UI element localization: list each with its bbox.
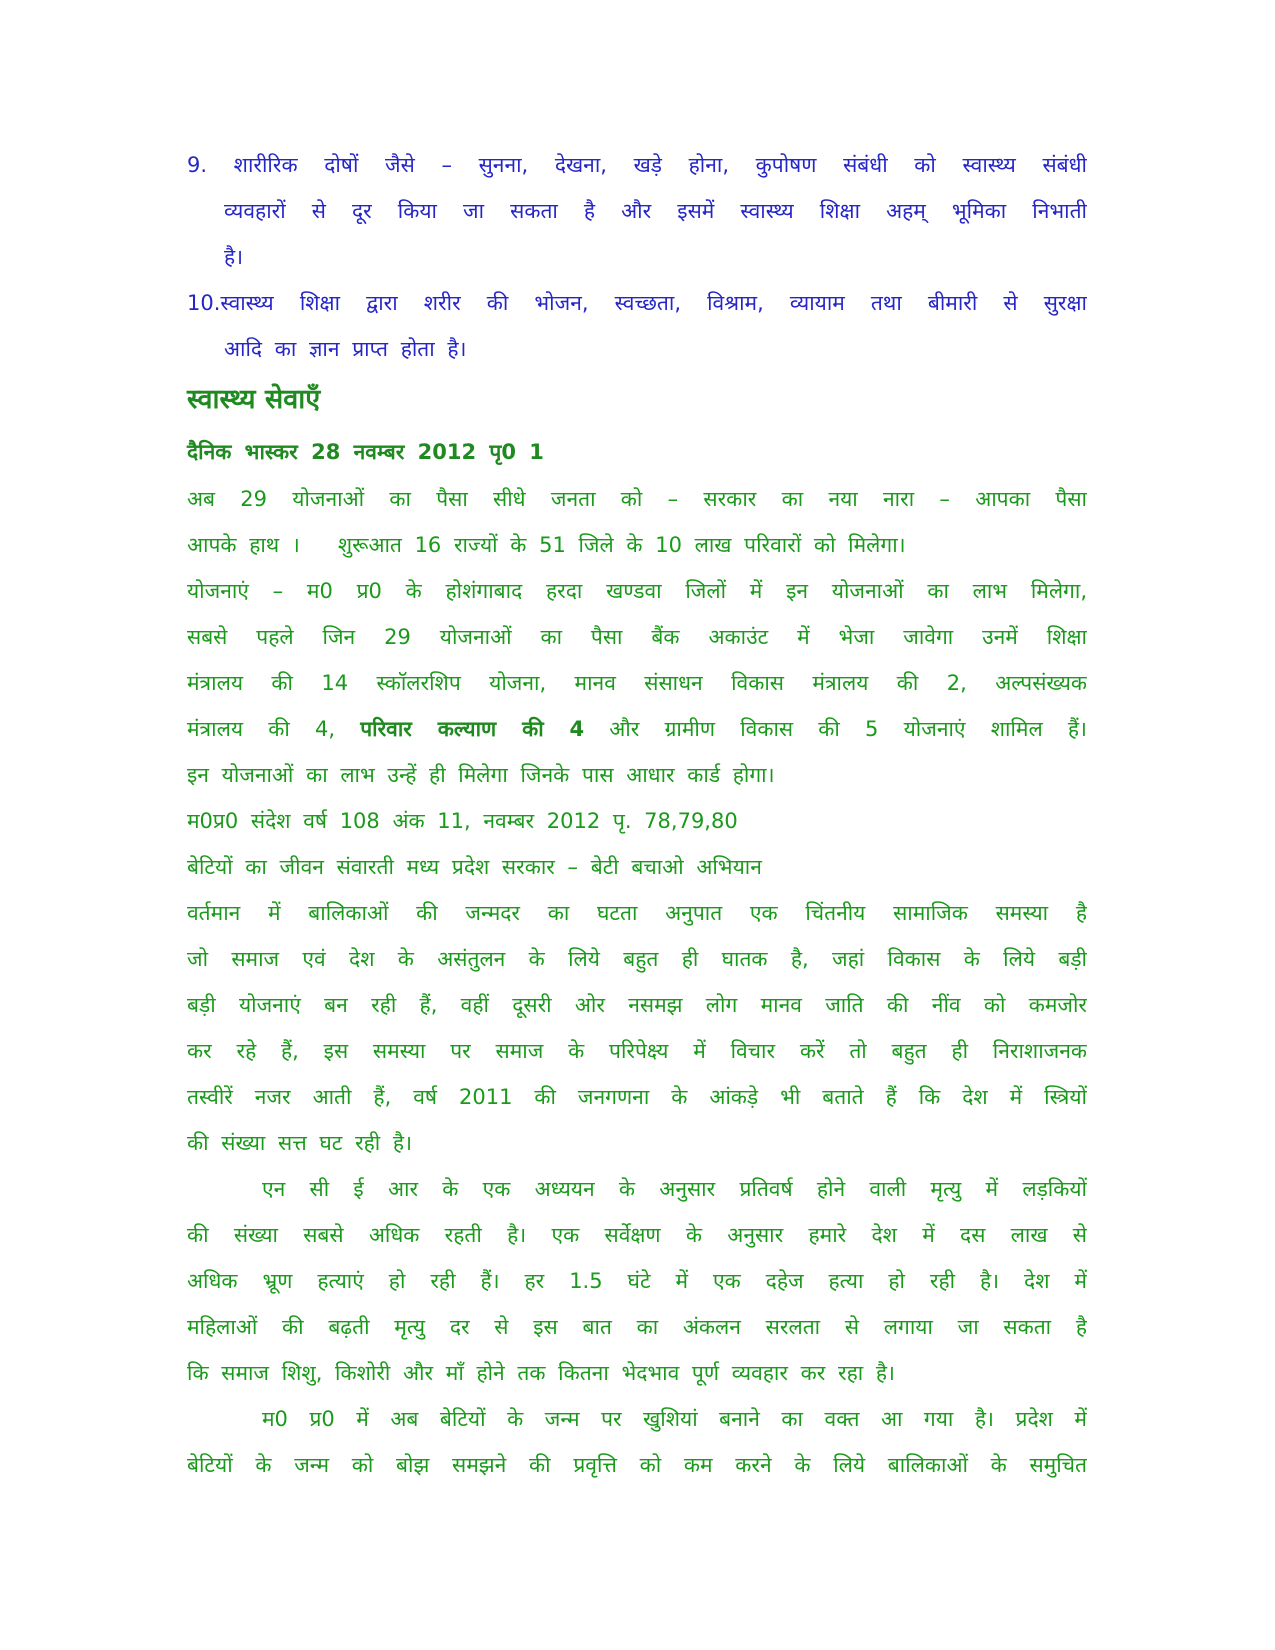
- paragraph-2-line-2: जो समाज एवं देश के असंतुलन के लिये बहुत ही घातक है, जहां विकास के लिये बड़ी: [187, 947, 1087, 971]
- list-item-9-line-1: 9. शारीरिक दोषों जैसे – सुनना, देखना, खड़े होना, कुपोषण संबंधी को स्वास्थ्य संबंधी: [187, 153, 1087, 177]
- source-citation-1: दैनिक भास्कर 28 नवम्बर 2012 पृ0 1: [187, 440, 544, 464]
- page-content: [187, 142, 1087, 1488]
- paragraph-2: [187, 890, 1087, 1166]
- list-item-10: [187, 280, 1087, 372]
- paragraph-2-line-1: वर्तमान में बालिकाओं की जन्मदर का घटता अनुपात एक चिंतनीय सामाजिक समस्या है: [187, 901, 1087, 925]
- paragraph-1-line-6-post: और ग्रामीण विकास की 5 योजनाएं शामिल हैं।: [609, 717, 1087, 741]
- paragraph-1: [187, 476, 1087, 798]
- paragraph-2-line-3: बड़ी योजनाएं बन रही हैं, वहीं दूसरी ओर नसमझ लोग मानव जाति की नींव को कमजोर: [187, 993, 1087, 1017]
- list-item-9-line-2: व्यवहारों से दूर किया जा सकता है और इसमें स्वास्थ्य शिक्षा अहम् भूमिका निभाती: [224, 199, 1087, 223]
- paragraph-3-line-1: एन सी ई आर के एक अध्ययन के अनुसार प्रतिवर्ष होने वाली मृत्यु में लड़कियों: [262, 1177, 1087, 1201]
- list-item-10-line-2: आदि का ज्ञान प्राप्त होता है।: [224, 337, 467, 361]
- paragraph-1-line-6: [187, 706, 1087, 752]
- paragraph-1-line-3: योजनाएं – म0 प्र0 के होशंगाबाद हरदा खण्डवा जिलों में इन योजनाओं का लाभ मिलेगा,: [187, 579, 1087, 603]
- paragraph-3: [187, 1166, 1087, 1396]
- paragraph-4-line-1: म0 प्र0 में अब बेटियों के जन्म पर खुशियां बनाने का वक्त आ गया है। प्रदेश में: [262, 1407, 1087, 1431]
- article-title-2: बेटियों का जीवन संवारती मध्य प्रदेश सरकार – बेटी बचाओ अभियान: [187, 855, 762, 879]
- paragraph-4-line-2: बेटियों के जन्म को बोझ समझने की प्रवृत्ति को कम करने के लिये बालिकाओं के समुचित: [187, 1453, 1087, 1477]
- paragraph-1-line-6-bold: परिवार कल्याण की 4: [360, 717, 585, 741]
- list-item-9: [187, 142, 1087, 280]
- paragraph-1-line-2: आपके हाथ । शुरूआत 16 राज्यों के 51 जिले के 10 लाख परिवारों को मिलेगा।: [187, 533, 906, 557]
- paragraph-1-line-4: सबसे पहले जिन 29 योजनाओं का पैसा बैंक अकाउंट में भेजा जावेगा उनमें शिक्षा: [187, 625, 1087, 649]
- paragraph-2-line-5: तस्वीरें नजर आती हैं, वर्ष 2011 की जनगणना के आंकड़े भी बताते हैं कि देश में स्त्रियों: [187, 1085, 1087, 1109]
- paragraph-3-line-5: कि समाज शिशु, किशोरी और माँ होने तक कितना भेदभाव पूर्ण व्यवहार कर रहा है।: [187, 1361, 895, 1385]
- paragraph-4: [187, 1396, 1087, 1488]
- paragraph-3-line-3: अधिक भ्रूण हत्याएं हो रही हैं। हर 1.5 घंटे में एक दहेज हत्या हो रही है। देश में: [187, 1269, 1087, 1293]
- paragraph-1-line-5: मंत्रालय की 14 स्कॉलरशिप योजना, मानव संसाधन विकास मंत्रालय की 2, अल्पसंख्यक: [187, 671, 1087, 695]
- paragraph-2-line-6: की संख्या सत्त घट रही है।: [187, 1131, 413, 1155]
- paragraph-1-line-6-pre: मंत्रालय की 4,: [187, 717, 336, 741]
- section-heading: स्वास्थ्य सेवाएँ: [187, 384, 321, 415]
- source-citation-2: म0प्र0 संदेश वर्ष 108 अंक 11, नवम्बर 2012 पृ. 78,79,80: [187, 809, 738, 833]
- paragraph-1-line-7: इन योजनाओं का लाभ उन्हें ही मिलेगा जिनके पास आधार कार्ड होगा।: [187, 763, 775, 787]
- list-item-9-line-3: है।: [224, 245, 244, 269]
- paragraph-1-line-1: अब 29 योजनाओं का पैसा सीधे जनता को – सरकार का नया नारा – आपका पैसा: [187, 487, 1087, 511]
- paragraph-2-line-4: कर रहे हैं, इस समस्या पर समाज के परिपेक्ष्य में विचार करें तो बहुत ही निराशाजनक: [187, 1039, 1087, 1063]
- paragraph-3-line-4: महिलाओं की बढ़ती मृत्यु दर से इस बात का अंकलन सरलता से लगाया जा सकता है: [187, 1315, 1087, 1339]
- paragraph-3-line-2: की संख्या सबसे अधिक रहती है। एक सर्वेक्षण के अनुसार हमारे देश में दस लाख से: [187, 1223, 1087, 1247]
- list-item-10-line-1: 10.स्वास्थ्य शिक्षा द्वारा शरीर की भोजन, स्वच्छता, विश्राम, व्यायाम तथा बीमारी से सुरक्षा: [187, 291, 1087, 315]
